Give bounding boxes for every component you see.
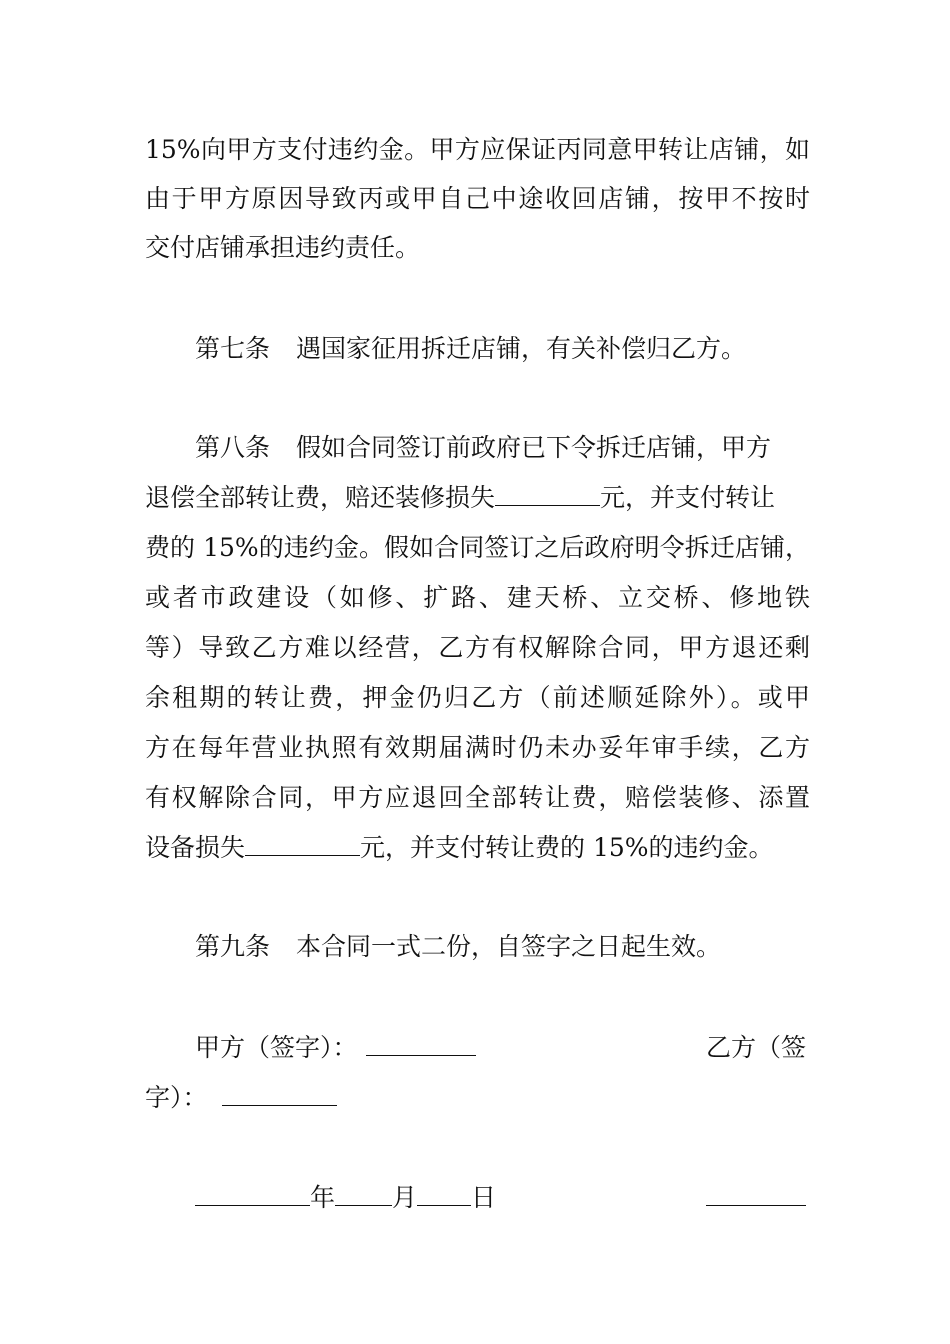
year-label: 年: [310, 1183, 336, 1212]
article-text: 设备损失: [145, 833, 246, 862]
party-b-label: 乙方（签: [706, 1033, 807, 1062]
article-8-line9: [145, 830, 810, 866]
paragraph-line: 交付店铺承担违约责任。: [145, 233, 421, 262]
month-label: 月: [392, 1183, 418, 1212]
amount-blank: [495, 483, 600, 506]
year-blank[interactable]: [195, 1183, 310, 1206]
article-7: [195, 331, 810, 367]
paragraph-line: 余租期的转让费，押金仍归乙方（前述顺延除外）。或甲: [145, 683, 810, 712]
party-a-label: 甲方（签字）：: [195, 1033, 358, 1062]
signature-party-b: [145, 1080, 810, 1116]
party-a-signature-blank[interactable]: [366, 1033, 476, 1056]
party-b-signature-blank[interactable]: [222, 1083, 337, 1106]
article-heading: 第七条: [195, 334, 271, 363]
party-b-date: [706, 1180, 806, 1216]
amount-blank: [245, 833, 360, 856]
party-b-date-blank[interactable]: [706, 1183, 806, 1206]
article-heading: 第九条: [195, 932, 271, 961]
article-text: 元，并支付转让: [600, 483, 776, 512]
paragraph-line: 或者市政建设（如修、扩路、建天桥、立交桥、修地铁: [145, 583, 810, 612]
day-label: 日: [471, 1183, 497, 1212]
article-9: [195, 929, 810, 965]
paragraph-line: 费的 15%的违约金。假如合同签订之后政府明令拆迁店铺，: [145, 533, 810, 562]
article-heading: 第八条: [195, 433, 271, 462]
paragraph-line: 由于甲方原因导致丙或甲自己中途收回店铺，按甲不按时: [145, 184, 810, 213]
paragraph-line: 方在每年营业执照有效期届满时仍未办妥年审手续，乙方: [145, 733, 810, 762]
article-8-line2: [145, 480, 810, 516]
day-blank[interactable]: [417, 1183, 471, 1206]
article-text: 假如合同签订前政府已下令拆迁店铺，甲方: [296, 433, 772, 462]
article-text: 遇国家征用拆迁店铺，有关补偿归乙方。: [296, 334, 747, 363]
month-blank[interactable]: [335, 1183, 392, 1206]
article-text: 元，并支付转让费的 15%的违约金。: [360, 833, 774, 862]
paragraph-line: 有权解除合同，甲方应退回全部转让费，赔偿装修、添置: [145, 783, 810, 812]
article-text: 退偿全部转让费，赔还装修损失: [145, 483, 496, 512]
party-b-label-cont: 字）：: [145, 1083, 208, 1112]
paragraph-line: 等）导致乙方难以经营，乙方有权解除合同，甲方退还剩: [145, 633, 810, 662]
article-text: 本合同一式二份，自签字之日起生效。: [296, 932, 722, 961]
article-8-line1: [195, 430, 810, 466]
paragraph-line: 15%向甲方支付违约金。甲方应保证丙同意甲转让店铺，如: [145, 135, 810, 164]
